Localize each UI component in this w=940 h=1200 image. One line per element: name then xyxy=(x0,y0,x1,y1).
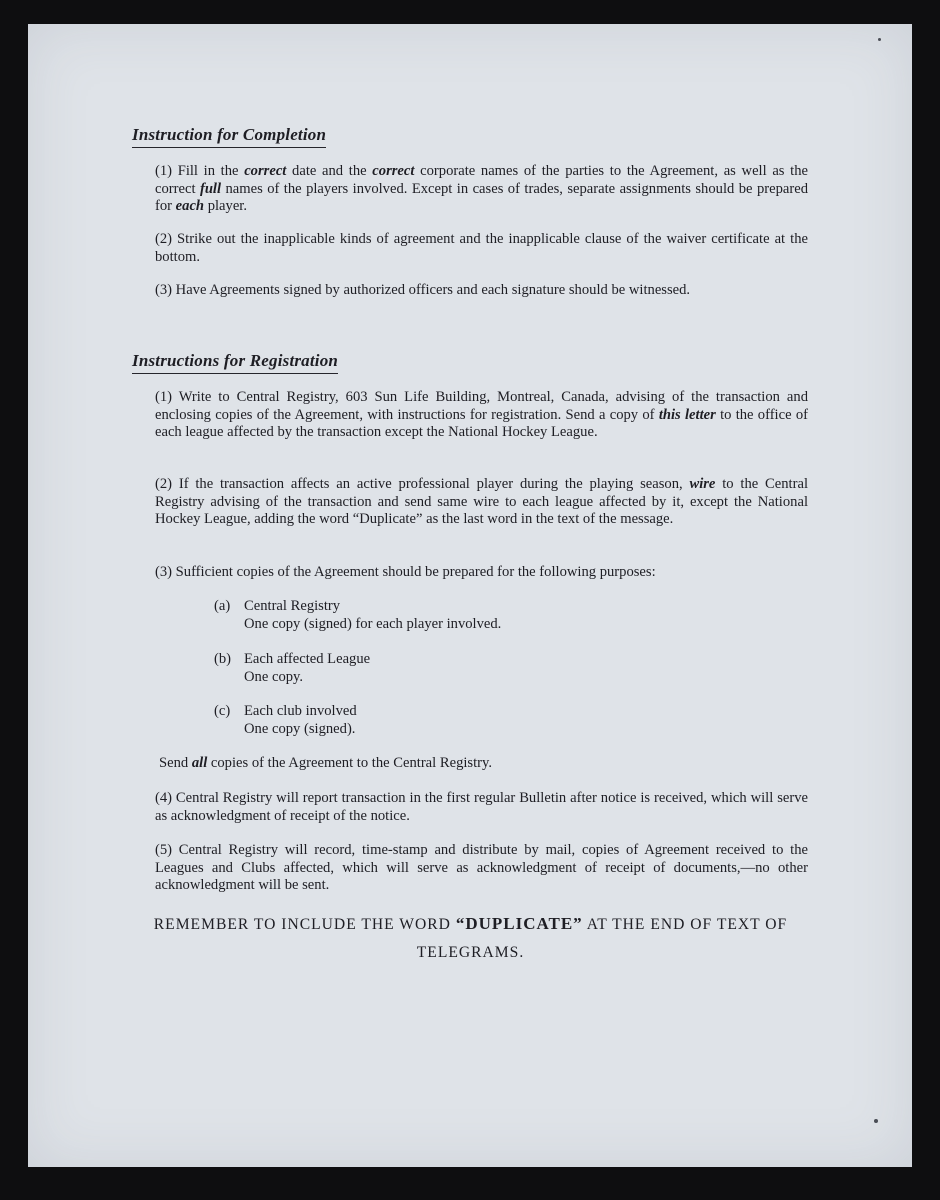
document-page xyxy=(28,24,912,1167)
completion-item-1: (1) Fill in the correct date and the correct corporate names of the parties to the Agreement, as well as the correct full names of the players involved. Except in cases of trades, separate assignments should be prepared for each player. xyxy=(155,163,808,215)
emphasis: correct xyxy=(372,163,415,179)
reminder-text-after: AT THE END OF TEXT OF TELEGRAMS. xyxy=(416,916,788,961)
completion-item-2: (2) Strike out the inapplicable kinds of agreement and the inapplicable clause of the waiver certificate at the bottom. xyxy=(155,231,808,265)
send-all-note: Send all copies of the Agreement to the Central Registry. xyxy=(159,755,493,771)
completion-item-3: (3) Have Agreements signed by authorized officers and each signature should be witnessed. xyxy=(155,282,691,298)
purpose-item-c xyxy=(214,703,357,738)
registration-item-4: (4) Central Registry will report transaction in the first regular Bulletin after notice is received, which will serve as acknowledgment of receipt of the notice. xyxy=(155,790,808,824)
purpose-tag: (a) xyxy=(214,598,231,614)
emphasis: each xyxy=(175,198,205,215)
purpose-detail: One copy (signed). xyxy=(244,720,356,737)
instructions-content xyxy=(28,24,912,1167)
telegram-reminder xyxy=(132,910,809,967)
emphasis: correct xyxy=(244,163,287,179)
purpose-title: Central Registry xyxy=(244,598,341,614)
paper-speck xyxy=(878,38,881,41)
purpose-title: Each affected League xyxy=(244,651,371,667)
purpose-detail: One copy. xyxy=(244,668,304,685)
registration-item-1: (1) Write to Central Registry, 603 Sun Life Building, Montreal, Canada, advising of the transaction and enclosing copies of the Agreement, with instructions for registration. Send a copy of this letter to the office of each league affected by the transaction except the National Hockey League. xyxy=(155,389,808,441)
emphasis: full xyxy=(199,180,222,197)
purpose-item-b xyxy=(214,651,370,686)
emphasis: wire xyxy=(689,476,716,492)
emphasis: this letter xyxy=(658,406,716,423)
purpose-tag: (b) xyxy=(214,651,232,667)
reminder-keyword: “DUPLICATE” xyxy=(455,914,583,933)
completion-heading: Instruction for Completion xyxy=(132,125,326,148)
registration-item-2: (2) If the transaction affects an active professional player during the playing season, wire to the Central Registry advising of the transaction and send same wire to each league affected by it, except the National Hockey League, adding the word “Duplicate” as the last word in the text of the message. xyxy=(155,476,808,528)
purpose-tag: (c) xyxy=(214,703,231,719)
purpose-title: Each club involved xyxy=(244,703,357,719)
purpose-item-a xyxy=(214,598,501,633)
reminder-text-before: REMEMBER TO INCLUDE THE WORD xyxy=(153,916,456,933)
paper-speck xyxy=(874,1119,878,1123)
emphasis: all xyxy=(191,755,208,771)
registration-heading: Instructions for Registration xyxy=(132,351,338,374)
registration-item-3: (3) Sufficient copies of the Agreement should be prepared for the following purposes: xyxy=(155,564,656,580)
purpose-detail: One copy (signed) for each player involved. xyxy=(244,615,502,632)
registration-item-5: (5) Central Registry will record, time-stamp and distribute by mail, copies of Agreement received to the Leagues and Clubs affected, which will serve as acknowledgment of receipt of documents,—no other acknowledgment will be sent. xyxy=(155,842,808,894)
